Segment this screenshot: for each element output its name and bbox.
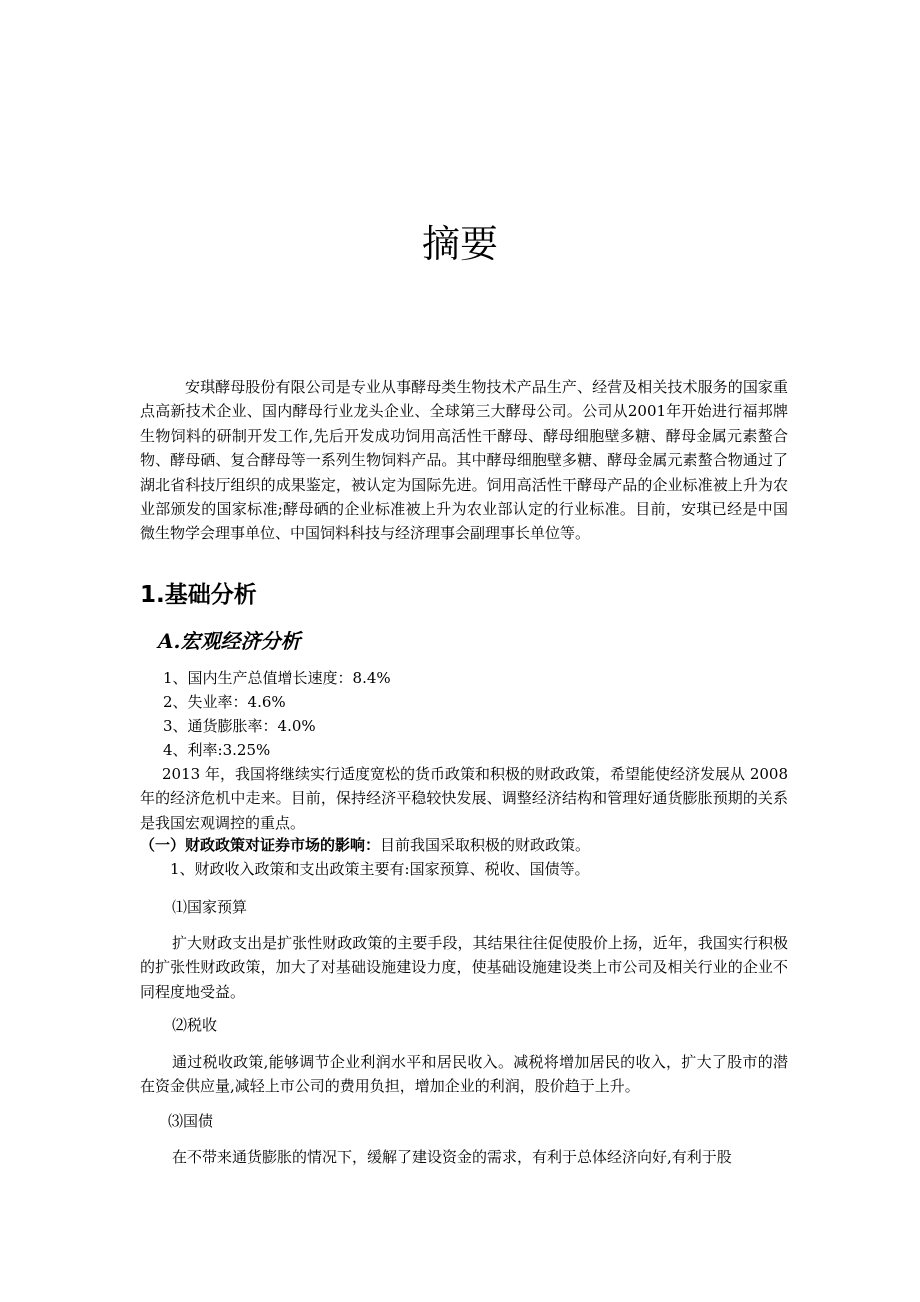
subsection-heading-macro: A.宏观经济分析 [158,629,301,653]
fiscal-item-1: 1、财政收入政策和支出政策主要有:国家预算、税收、国债等。 [170,860,590,878]
policy-paragraph: 2013 年，我国将继续实行适度宽松的货币政策和积极的财政政策，希望能使经济发展从 2008 年的经济危机中走来。目前，保持经济平稳较快发展、调整经济结构和管理好通货膨胀预期的关系是我国宏观调控的重点。 [140,765,788,832]
section-heading-basic-analysis: 1.基础分析 [140,582,257,608]
tax-label: ⑵税收 [172,1016,218,1034]
indicator-inflation: 3、通货膨胀率：4.0% [163,717,316,735]
tax-paragraph: 通过税收政策,能够调节企业利润水平和居民收入。减税将增加居民的收入，扩大了股市的潜在资金供应量,减轻上市公司的费用负担，增加企业的利润，股价趋于上升。 [140,1053,788,1096]
fiscal-heading [140,834,590,856]
indicator-gdp: 1、国内生产总值增长速度：8.4% [163,669,391,687]
indicator-interest-rate: 4、利率:3.25% [163,741,271,759]
page-title: 摘要 [421,222,498,266]
bond-label: ⑶国债 [168,1112,214,1130]
bond-paragraph: 在不带来通货膨胀的情况下，缓解了建设资金的需求，有利于总体经济向好,有利于股 [172,1148,732,1166]
fiscal-heading-rest: 目前我国采取积极的财政政策。 [380,836,591,854]
fiscal-heading-bold: （一）财政政策对证券市场的影响： [140,836,381,854]
budget-paragraph: 扩大财政支出是扩张性财政政策的主要手段，其结果往往促使股价上扬，近年，我国实行积极的扩张性财政政策，加大了对基础设施建设力度，使基础设施建设类上市公司及相关行业的企业不同程度地受益。 [140,934,788,1001]
budget-label: ⑴国家预算 [172,898,248,916]
intro-paragraph: 安琪酵母股份有限公司是专业从事酵母类生物技术产品生产、经营及相关技术服务的国家重点高新技术企业、国内酵母行业龙头企业、全球第三大酵母公司。公司从2001年开始进行福邦牌生物饲料的研制开发工作,先后开发成功饲用高活性干酵母、酵母细胞壁多糖、酵母金属元素螯合物、酵母硒、复合酵母等一系列生物饲料产品。其中酵母细胞壁多糖、酵母金属元素螯合物通过了湖北省科技厅组织的成果鉴定，被认定为国际先进。饲用高活性干酵母产品的企业标准被上升为农业部颁发的国家标准;酵母硒的企业标准被上升为农业部认定的行业标准。目前，安琪已经是中国微生物学会理事单位、中国饲料科技与经济理事会副理事长单位等。 [140,378,788,543]
indicator-unemployment: 2、失业率：4.6% [163,693,286,711]
